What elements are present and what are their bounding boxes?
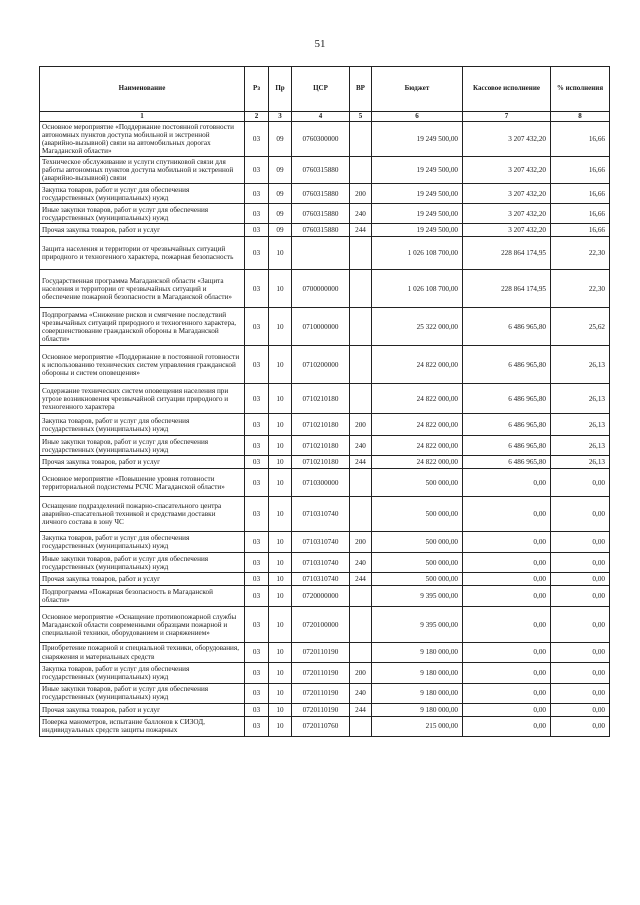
row-cash: 3 207 432,20 xyxy=(463,204,551,224)
row-cash: 0,00 xyxy=(463,683,551,703)
row-pr: 09 xyxy=(269,204,292,224)
row-pr: 10 xyxy=(269,436,292,456)
row-name: Приобретение пожарной и специальной техники, оборудования, снаряжения и материальных средств xyxy=(40,643,245,662)
row-cash: 0,00 xyxy=(463,703,551,716)
row-pr: 10 xyxy=(269,683,292,703)
row-name: Иные закупки товаров, работ и услуг для обеспечения государственных (муниципальных) нужд xyxy=(40,683,245,703)
table-row xyxy=(40,237,610,270)
header-csr: ЦСР xyxy=(292,67,350,112)
row-budget: 19 249 500,00 xyxy=(372,157,463,184)
row-rz: 03 xyxy=(245,308,269,346)
row-csr: 0760300000 xyxy=(292,122,350,157)
row-cash: 0,00 xyxy=(463,532,551,553)
row-csr: 0720110190 xyxy=(292,643,350,662)
row-vr xyxy=(350,497,372,532)
column-number: 4 xyxy=(292,112,350,122)
row-name: Закупка товаров, работ и услуг для обеспечения государственных (муниципальных) нужд xyxy=(40,184,245,204)
row-pr: 10 xyxy=(269,643,292,662)
row-name: Основное мероприятие «Оснащение противопожарной службы Магаданской области современными образцами пожарной и специальной техники, оборудованием и снаряжением» xyxy=(40,607,245,643)
row-vr: 244 xyxy=(350,456,372,469)
row-vr xyxy=(350,270,372,308)
table-row xyxy=(40,414,610,436)
table-row xyxy=(40,532,610,553)
row-pct: 26,13 xyxy=(551,384,610,414)
row-name: Закупка товаров, работ и услуг для обеспечения государственных (муниципальных) нужд xyxy=(40,414,245,436)
table-row xyxy=(40,122,610,157)
row-pr: 10 xyxy=(269,553,292,573)
row-vr: 244 xyxy=(350,703,372,716)
row-vr: 244 xyxy=(350,573,372,586)
row-vr: 240 xyxy=(350,204,372,224)
row-budget: 24 822 000,00 xyxy=(372,436,463,456)
row-pr: 10 xyxy=(269,716,292,736)
header-rz: Рз xyxy=(245,67,269,112)
column-number: 2 xyxy=(245,112,269,122)
row-name: Защита населения и территории от чрезвычайных ситуаций природного и техногенного характера, пожарная безопасность xyxy=(40,237,245,270)
row-name: Закупка товаров, работ и услуг для обеспечения государственных (муниципальных) нужд xyxy=(40,532,245,553)
row-cash: 0,00 xyxy=(463,716,551,736)
row-cash: 6 486 965,80 xyxy=(463,346,551,384)
row-budget: 9 395 000,00 xyxy=(372,586,463,607)
row-pct: 0,00 xyxy=(551,683,610,703)
row-budget: 9 180 000,00 xyxy=(372,662,463,683)
row-budget: 500 000,00 xyxy=(372,469,463,497)
header-budget: Бюджет xyxy=(372,67,463,112)
table-row xyxy=(40,683,610,703)
table-row xyxy=(40,456,610,469)
row-pr: 10 xyxy=(269,703,292,716)
row-rz: 03 xyxy=(245,532,269,553)
row-budget: 500 000,00 xyxy=(372,573,463,586)
row-name: Прочая закупка товаров, работ и услуг xyxy=(40,224,245,237)
row-pct: 25,62 xyxy=(551,308,610,346)
row-rz: 03 xyxy=(245,436,269,456)
row-csr: 0710310740 xyxy=(292,553,350,573)
row-cash: 0,00 xyxy=(463,643,551,662)
row-pct: 0,00 xyxy=(551,553,610,573)
row-budget: 9 180 000,00 xyxy=(372,643,463,662)
row-rz: 03 xyxy=(245,346,269,384)
column-number-row xyxy=(40,112,610,122)
row-name: Государственная программа Магаданской области «Защита населения и территории от чрезвычайных ситуаций и обеспечение пожарной безопасности в Магаданской области» xyxy=(40,270,245,308)
table-row xyxy=(40,607,610,643)
row-name: Прочая закупка товаров, работ и услуг xyxy=(40,456,245,469)
row-name: Основное мероприятие «Поддержание постоянной готовности автономных пунктов доступа мобильной и экстренной (аварийно-вызывной) связи на автомобильных дорогах Магаданской области» xyxy=(40,122,245,157)
row-pr: 10 xyxy=(269,607,292,643)
row-rz: 03 xyxy=(245,497,269,532)
column-number: 7 xyxy=(463,112,551,122)
row-vr: 200 xyxy=(350,532,372,553)
row-pr: 10 xyxy=(269,586,292,607)
row-pr: 10 xyxy=(269,532,292,553)
row-rz: 03 xyxy=(245,469,269,497)
row-csr: 0700000000 xyxy=(292,270,350,308)
row-csr: 0710310740 xyxy=(292,497,350,532)
row-cash: 0,00 xyxy=(463,586,551,607)
row-cash: 0,00 xyxy=(463,469,551,497)
column-number: 5 xyxy=(350,112,372,122)
row-budget: 25 322 000,00 xyxy=(372,308,463,346)
table-row xyxy=(40,384,610,414)
row-pr: 10 xyxy=(269,237,292,270)
row-vr: 240 xyxy=(350,683,372,703)
row-pct: 0,00 xyxy=(551,469,610,497)
row-pr: 10 xyxy=(269,662,292,683)
row-pr: 10 xyxy=(269,497,292,532)
table-row xyxy=(40,224,610,237)
row-vr xyxy=(350,384,372,414)
row-name: Основное мероприятие «Повышение уровня готовности территориальной подсистемы РСЧС Магаданской области» xyxy=(40,469,245,497)
header-vr: ВР xyxy=(350,67,372,112)
row-csr: 0760315880 xyxy=(292,184,350,204)
row-vr xyxy=(350,586,372,607)
row-pr: 09 xyxy=(269,157,292,184)
row-cash: 0,00 xyxy=(463,573,551,586)
row-name: Содержание технических систем оповещения населения при угрозе возникновения чрезвычайной ситуации природного и техногенного характера xyxy=(40,384,245,414)
row-rz: 03 xyxy=(245,703,269,716)
row-csr: 0720000000 xyxy=(292,586,350,607)
row-budget: 9 180 000,00 xyxy=(372,703,463,716)
table-row xyxy=(40,662,610,683)
row-vr: 200 xyxy=(350,414,372,436)
row-csr: 0720110760 xyxy=(292,716,350,736)
row-vr: 244 xyxy=(350,224,372,237)
table-row xyxy=(40,573,610,586)
row-rz: 03 xyxy=(245,456,269,469)
table-row xyxy=(40,553,610,573)
row-pct: 0,00 xyxy=(551,573,610,586)
table-row xyxy=(40,204,610,224)
row-name: Закупка товаров, работ и услуг для обеспечения государственных (муниципальных) нужд xyxy=(40,662,245,683)
table-row xyxy=(40,643,610,662)
table-row xyxy=(40,436,610,456)
row-rz: 03 xyxy=(245,384,269,414)
row-budget: 24 822 000,00 xyxy=(372,346,463,384)
row-cash: 228 864 174,95 xyxy=(463,237,551,270)
row-name: Оснащение подразделений пожарно-спасательного центра аварийно-спасательной техникой и средствами доставки личного состава в зону ЧС xyxy=(40,497,245,532)
row-budget: 500 000,00 xyxy=(372,497,463,532)
row-pr: 10 xyxy=(269,456,292,469)
row-rz: 03 xyxy=(245,683,269,703)
row-pct: 0,00 xyxy=(551,643,610,662)
row-pct: 26,13 xyxy=(551,436,610,456)
row-csr: 0710310740 xyxy=(292,532,350,553)
row-rz: 03 xyxy=(245,122,269,157)
row-csr: 0710000000 xyxy=(292,308,350,346)
row-cash: 6 486 965,80 xyxy=(463,456,551,469)
table-row xyxy=(40,703,610,716)
row-budget: 19 249 500,00 xyxy=(372,122,463,157)
row-name: Прочая закупка товаров, работ и услуг xyxy=(40,573,245,586)
row-csr: 0720110190 xyxy=(292,703,350,716)
row-vr xyxy=(350,469,372,497)
table-row xyxy=(40,346,610,384)
row-rz: 03 xyxy=(245,204,269,224)
row-csr: 0720110190 xyxy=(292,683,350,703)
column-number: 6 xyxy=(372,112,463,122)
row-pct: 26,13 xyxy=(551,414,610,436)
row-budget: 19 249 500,00 xyxy=(372,224,463,237)
row-csr: 0710300000 xyxy=(292,469,350,497)
table-row xyxy=(40,157,610,184)
row-name: Техническое обслуживание и услуги спутниковой связи для работы автономных пунктов доступа мобильной и экстренной (аварийно-вызывной) связи xyxy=(40,157,245,184)
row-rz: 03 xyxy=(245,270,269,308)
table-row xyxy=(40,586,610,607)
row-budget: 9 180 000,00 xyxy=(372,683,463,703)
row-cash: 0,00 xyxy=(463,553,551,573)
row-rz: 03 xyxy=(245,553,269,573)
row-name: Подпрограмма «Пожарная безопасность в Магаданской области» xyxy=(40,586,245,607)
row-pct: 0,00 xyxy=(551,703,610,716)
row-csr: 0710200000 xyxy=(292,346,350,384)
header-row xyxy=(40,67,610,112)
row-pct: 16,66 xyxy=(551,157,610,184)
header-cash: Кассовое исполнение xyxy=(463,67,551,112)
table-row xyxy=(40,270,610,308)
row-name: Иные закупки товаров, работ и услуг для обеспечения государственных (муниципальных) нужд xyxy=(40,204,245,224)
row-pr: 10 xyxy=(269,384,292,414)
row-csr: 0760315880 xyxy=(292,224,350,237)
row-pct: 0,00 xyxy=(551,662,610,683)
row-pct: 0,00 xyxy=(551,716,610,736)
row-cash: 0,00 xyxy=(463,497,551,532)
row-pr: 10 xyxy=(269,469,292,497)
row-rz: 03 xyxy=(245,586,269,607)
row-pct: 22,30 xyxy=(551,270,610,308)
row-vr xyxy=(350,346,372,384)
row-cash: 6 486 965,80 xyxy=(463,414,551,436)
row-vr xyxy=(350,716,372,736)
row-cash: 3 207 432,20 xyxy=(463,157,551,184)
row-csr: 0710210180 xyxy=(292,436,350,456)
column-number: 1 xyxy=(40,112,245,122)
row-budget: 215 000,00 xyxy=(372,716,463,736)
row-pct: 26,13 xyxy=(551,346,610,384)
row-pr: 10 xyxy=(269,414,292,436)
row-rz: 03 xyxy=(245,607,269,643)
row-cash: 0,00 xyxy=(463,662,551,683)
row-cash: 6 486 965,80 xyxy=(463,436,551,456)
column-number: 8 xyxy=(551,112,610,122)
row-rz: 03 xyxy=(245,184,269,204)
row-rz: 03 xyxy=(245,224,269,237)
header-name: Наименование xyxy=(40,67,245,112)
row-rz: 03 xyxy=(245,716,269,736)
row-name: Поверка манометров, испытание баллонов к СИЗОД, индивидуальных средств защиты пожарных xyxy=(40,716,245,736)
header-pr: Пр xyxy=(269,67,292,112)
row-pct: 0,00 xyxy=(551,497,610,532)
row-vr xyxy=(350,237,372,270)
row-vr xyxy=(350,122,372,157)
row-pct: 0,00 xyxy=(551,607,610,643)
row-budget: 1 026 108 700,00 xyxy=(372,237,463,270)
row-pct: 16,66 xyxy=(551,122,610,157)
row-pct: 16,66 xyxy=(551,224,610,237)
row-pr: 09 xyxy=(269,122,292,157)
row-cash: 6 486 965,80 xyxy=(463,384,551,414)
row-pct: 26,13 xyxy=(551,456,610,469)
table-row xyxy=(40,308,610,346)
row-budget: 500 000,00 xyxy=(372,532,463,553)
row-vr xyxy=(350,157,372,184)
row-vr xyxy=(350,643,372,662)
row-csr xyxy=(292,237,350,270)
row-pct: 16,66 xyxy=(551,184,610,204)
row-pct: 0,00 xyxy=(551,586,610,607)
row-rz: 03 xyxy=(245,662,269,683)
row-csr: 0710210180 xyxy=(292,456,350,469)
row-rz: 03 xyxy=(245,237,269,270)
row-pct: 0,00 xyxy=(551,532,610,553)
row-name: Подпрограмма «Снижение рисков и смягчение последствий чрезвычайных ситуаций природного и техногенного характера, совершенствование гражданской обороны в Магаданской области» xyxy=(40,308,245,346)
row-rz: 03 xyxy=(245,414,269,436)
row-csr: 0720100000 xyxy=(292,607,350,643)
row-budget: 24 822 000,00 xyxy=(372,456,463,469)
row-pct: 16,66 xyxy=(551,204,610,224)
row-vr: 200 xyxy=(350,184,372,204)
row-budget: 19 249 500,00 xyxy=(372,204,463,224)
page-number: 51 xyxy=(314,38,326,50)
row-cash: 3 207 432,20 xyxy=(463,184,551,204)
row-cash: 228 864 174,95 xyxy=(463,270,551,308)
row-budget: 19 249 500,00 xyxy=(372,184,463,204)
row-pr: 10 xyxy=(269,573,292,586)
row-pr: 10 xyxy=(269,270,292,308)
row-vr: 240 xyxy=(350,553,372,573)
table-body xyxy=(40,122,610,737)
row-budget: 9 395 000,00 xyxy=(372,607,463,643)
table-row xyxy=(40,497,610,532)
row-pr: 09 xyxy=(269,184,292,204)
row-cash: 0,00 xyxy=(463,607,551,643)
row-csr: 0710210180 xyxy=(292,384,350,414)
row-budget: 24 822 000,00 xyxy=(372,384,463,414)
header-pct: % исполнения xyxy=(551,67,610,112)
row-budget: 500 000,00 xyxy=(372,553,463,573)
row-name: Иные закупки товаров, работ и услуг для обеспечения государственных (муниципальных) нужд xyxy=(40,553,245,573)
row-budget: 1 026 108 700,00 xyxy=(372,270,463,308)
row-rz: 03 xyxy=(245,643,269,662)
table-row xyxy=(40,184,610,204)
row-name: Прочая закупка товаров, работ и услуг xyxy=(40,703,245,716)
row-csr: 0720110190 xyxy=(292,662,350,683)
row-pr: 10 xyxy=(269,346,292,384)
row-vr xyxy=(350,607,372,643)
budget-table xyxy=(39,66,610,737)
table-row xyxy=(40,716,610,736)
row-pr: 09 xyxy=(269,224,292,237)
row-rz: 03 xyxy=(245,573,269,586)
row-csr: 0710210180 xyxy=(292,414,350,436)
row-csr: 0760315880 xyxy=(292,157,350,184)
row-csr: 0760315880 xyxy=(292,204,350,224)
row-rz: 03 xyxy=(245,157,269,184)
row-cash: 3 207 432,20 xyxy=(463,224,551,237)
row-cash: 3 207 432,20 xyxy=(463,122,551,157)
row-vr: 200 xyxy=(350,662,372,683)
row-vr xyxy=(350,308,372,346)
row-csr: 0710310740 xyxy=(292,573,350,586)
row-name: Иные закупки товаров, работ и услуг для обеспечения государственных (муниципальных) нужд xyxy=(40,436,245,456)
column-number: 3 xyxy=(269,112,292,122)
table-row xyxy=(40,469,610,497)
row-budget: 24 822 000,00 xyxy=(372,414,463,436)
row-cash: 6 486 965,80 xyxy=(463,308,551,346)
row-pct: 22,30 xyxy=(551,237,610,270)
row-pr: 10 xyxy=(269,308,292,346)
row-vr: 240 xyxy=(350,436,372,456)
row-name: Основное мероприятие «Поддержание в постоянной готовности к использованию технических систем управления гражданской обороны и систем оповещения» xyxy=(40,346,245,384)
